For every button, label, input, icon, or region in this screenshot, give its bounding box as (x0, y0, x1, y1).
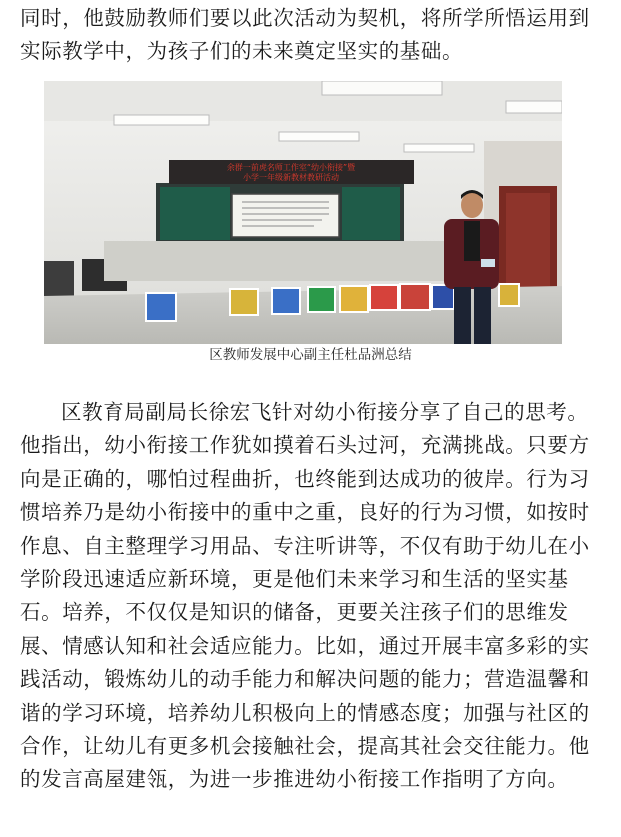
article-paragraph-2: 区教育局副局长徐宏飞针对幼小衔接分享了自己的思考。他指出，幼小衔接工作犹如摸着石头过河，充满挑战。只要方向是正确的，哪怕过程曲折，也终能到达成功的彼岸。行为习惯培养乃是幼小衔接中的重中之重，良好的行为习惯，如按时作息、自主整理学习用品、专注听讲等，不仅有助于幼儿在小学阶段迅速适应新环境，更是他们未来学习和生活的坚实基石。培养，不仅仅是知识的储备，更要关注孩子们的思维发展、情感认知和社会适应能力。比如，通过开展丰富多彩的实践活动，锻炼幼儿的动手能力和解决问题的能力；营造温馨和谐的学习环境，培养幼儿积极向上的情感态度；加强与社区的合作，让幼儿有更多机会接触社会，提高其社会交往能力。他的发言高屋建瓴，为进一步推进幼小衔接工作指明了方向。 (20, 400, 590, 792)
article-paragraph-1: 同时，他鼓励教师们要以此次活动为契机，将所学所悟运用到实际教学中，为孩子们的未来奠定坚实的基础。 (20, 6, 590, 63)
photo-caption: 区教师发展中心副主任杜品洲总结 (209, 347, 412, 363)
banner-line-1: 余群一前虎名师工作室“幼小衔接”暨 (226, 163, 356, 172)
event-photo (44, 81, 562, 344)
banner-line-2: 小学一年级新教材教研活动 (243, 173, 339, 182)
